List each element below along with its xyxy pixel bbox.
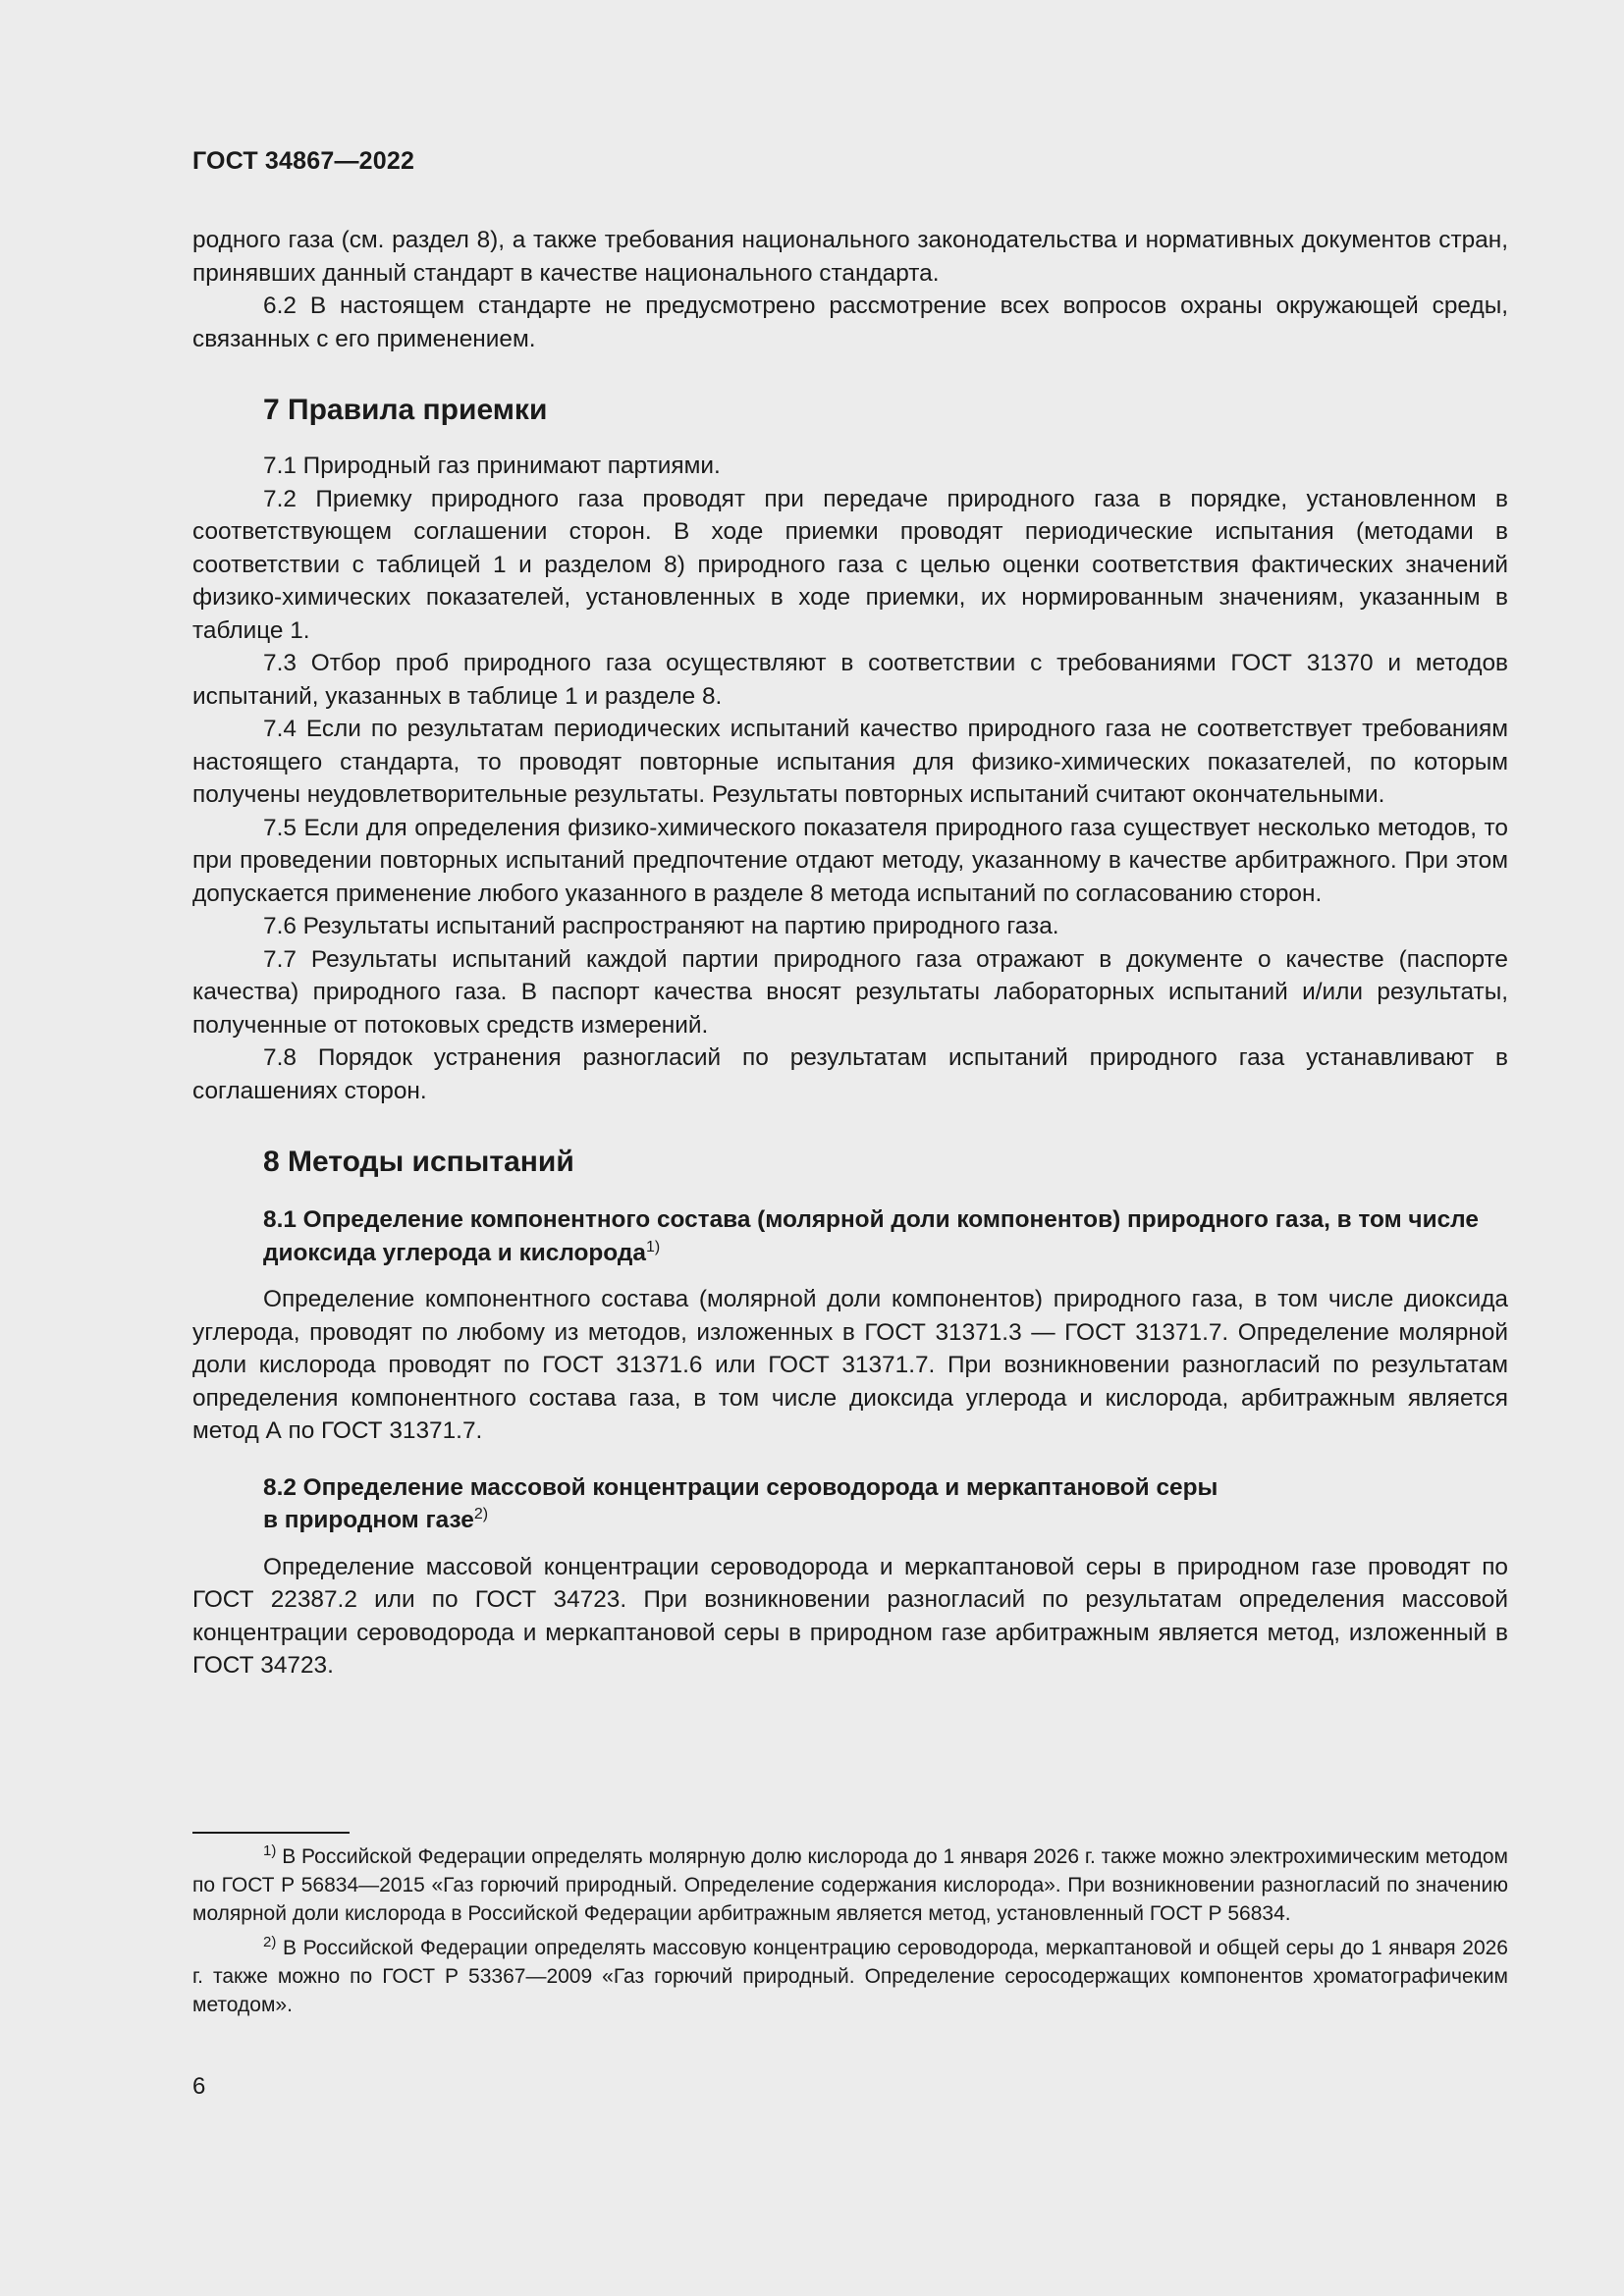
subsection-8-2-heading-line1: 8.2 Определение массовой концентрации сероводорода и меркаптановой серы	[263, 1473, 1218, 1501]
footnote-2-mark: 2)	[263, 1934, 277, 1950]
paragraph-7-5: 7.5 Если для определения физико-химического показателя природного газа существует несколько методов, то при проведении повторных испытаний предпочтение отдают методу, указанному в качестве арбитражного. При этом допускается применение любого указанного в разделе 8 метода испытаний по согласованию сторон.	[192, 814, 1508, 907]
paragraph-7-7: 7.7 Результаты испытаний каждой партии природного газа отражают в документе о качестве (паспорте качества) природного газа. В паспорт качества вносят результаты лабораторных испытаний и/или результаты, полученные от потоковых средств измерений.	[192, 945, 1508, 1039]
footnote-1	[192, 1842, 1508, 1928]
document-id-header: ГОСТ 34867—2022	[192, 147, 415, 175]
footnote-separator	[192, 1832, 350, 1834]
paragraph-7-3: 7.3 Отбор проб природного газа осуществляют в соответствии с требованиями ГОСТ 31370 и методов испытаний, указанных в таблице 1 и разделе 8.	[192, 650, 1508, 710]
paragraph-7-2: 7.2 Приемку природного газа проводят при передаче природного газа в порядке, установленном в соответствующем соглашении сторон. В ходе приемки проводят периодические испытания (методами в соответствии с таблицей 1 и разделом 8) природного газа с целью оценки соответствия фактических значений физико-химических показателей, установленных в ходе приемки, их нормированным значениям, указанным в таблице 1.	[192, 485, 1508, 644]
intro-paragraph-continued: родного газа (см. раздел 8), а также требования национального законодательства и нормативных документов стран, принявших данный стандарт в качестве национального стандарта.	[192, 227, 1508, 287]
subsection-8-2-heading-line2: в природном газе	[263, 1507, 474, 1533]
subsection-8-1-heading	[263, 1203, 1508, 1269]
section-7-heading: 7 Правила приемки	[263, 394, 548, 426]
footnote-ref-2[interactable]: 2)	[473, 1506, 489, 1522]
paragraph-8-1-text: Определение компонентного состава (молярной доли компонентов) природного газа, в том числе диоксида углерода, проводят по любому из методов, изложенных в ГОСТ 31371.3 — ГОСТ 31371.7. Определение молярной доли кислорода проводят по ГОСТ 31371.6 или ГОСТ 31371.7. При возникновении разногласий по результатам определения компонентного состава газа, в том числе диоксида углерода и кислорода, арбитражным является метод А по ГОСТ 31371.7.	[192, 1286, 1508, 1444]
paragraph-6-2: 6.2 В настоящем стандарте не предусмотрено рассмотрение всех вопросов охраны окружающей среды, связанных с его применением.	[192, 293, 1508, 352]
paragraph-8-2-text: Определение массовой концентрации сероводорода и меркаптановой серы в природном газе проводят по ГОСТ 22387.2 или по ГОСТ 34723. При возникновении разногласий по результатам определения массовой концентрации сероводорода и меркаптановой серы в природном газе арбитражным является метод, изложенный в ГОСТ 34723.	[192, 1553, 1508, 1679]
section-8-heading: 8 Методы испытаний	[263, 1146, 574, 1178]
footnote-1-mark: 1)	[263, 1842, 277, 1859]
paragraph-7-1: 7.1 Природный газ принимают партиями.	[263, 453, 721, 479]
document-body	[192, 224, 1508, 1682]
footnotes	[192, 1842, 1508, 2025]
footnote-ref-1[interactable]: 1)	[645, 1238, 661, 1255]
paragraph-7-6: 7.6 Результаты испытаний распространяют на партию природного газа.	[263, 913, 1059, 939]
subsection-8-2-heading	[263, 1471, 1508, 1537]
paragraph-7-4: 7.4 Если по результатам периодических испытаний качество природного газа не соответствует требованиям настоящего стандарта, то проводят повторные испытания для физико-химических показателей, по которым получены неудовлетворительные результаты. Результаты повторных испытаний считают окончательными.	[192, 716, 1508, 808]
footnote-2	[192, 1934, 1508, 2019]
paragraph-7-8: 7.8 Порядок устранения разногласий по результатам испытаний природного газа устанавливают в соглашениях сторон.	[192, 1044, 1508, 1104]
footnote-1-text: В Российской Федерации определять молярную долю кислорода до 1 января 2026 г. также можно электрохимическим методом по ГОСТ Р 56834—2015 «Газ горючий природный. Определение содержания кислорода». При возникновении разногласий по значению молярной доли кислорода в Российской Федерации арбитражным является метод, установленный ГОСТ Р 56834.	[192, 1845, 1508, 1925]
page-number: 6	[192, 2073, 206, 2100]
subsection-8-1-heading-text: 8.1 Определение компонентного состава (молярной доли компонентов) природного газа, в том числе диоксида углерода и кислорода	[263, 1206, 1479, 1266]
footnote-2-text: В Российской Федерации определять массовую концентрацию сероводорода, меркаптановой и общей серы до 1 января 2026 г. также можно по ГОСТ Р 53367—2009 «Газ горючий природный. Определение серосодержащих компонентов хроматографичеким методом».	[192, 1937, 1508, 2016]
